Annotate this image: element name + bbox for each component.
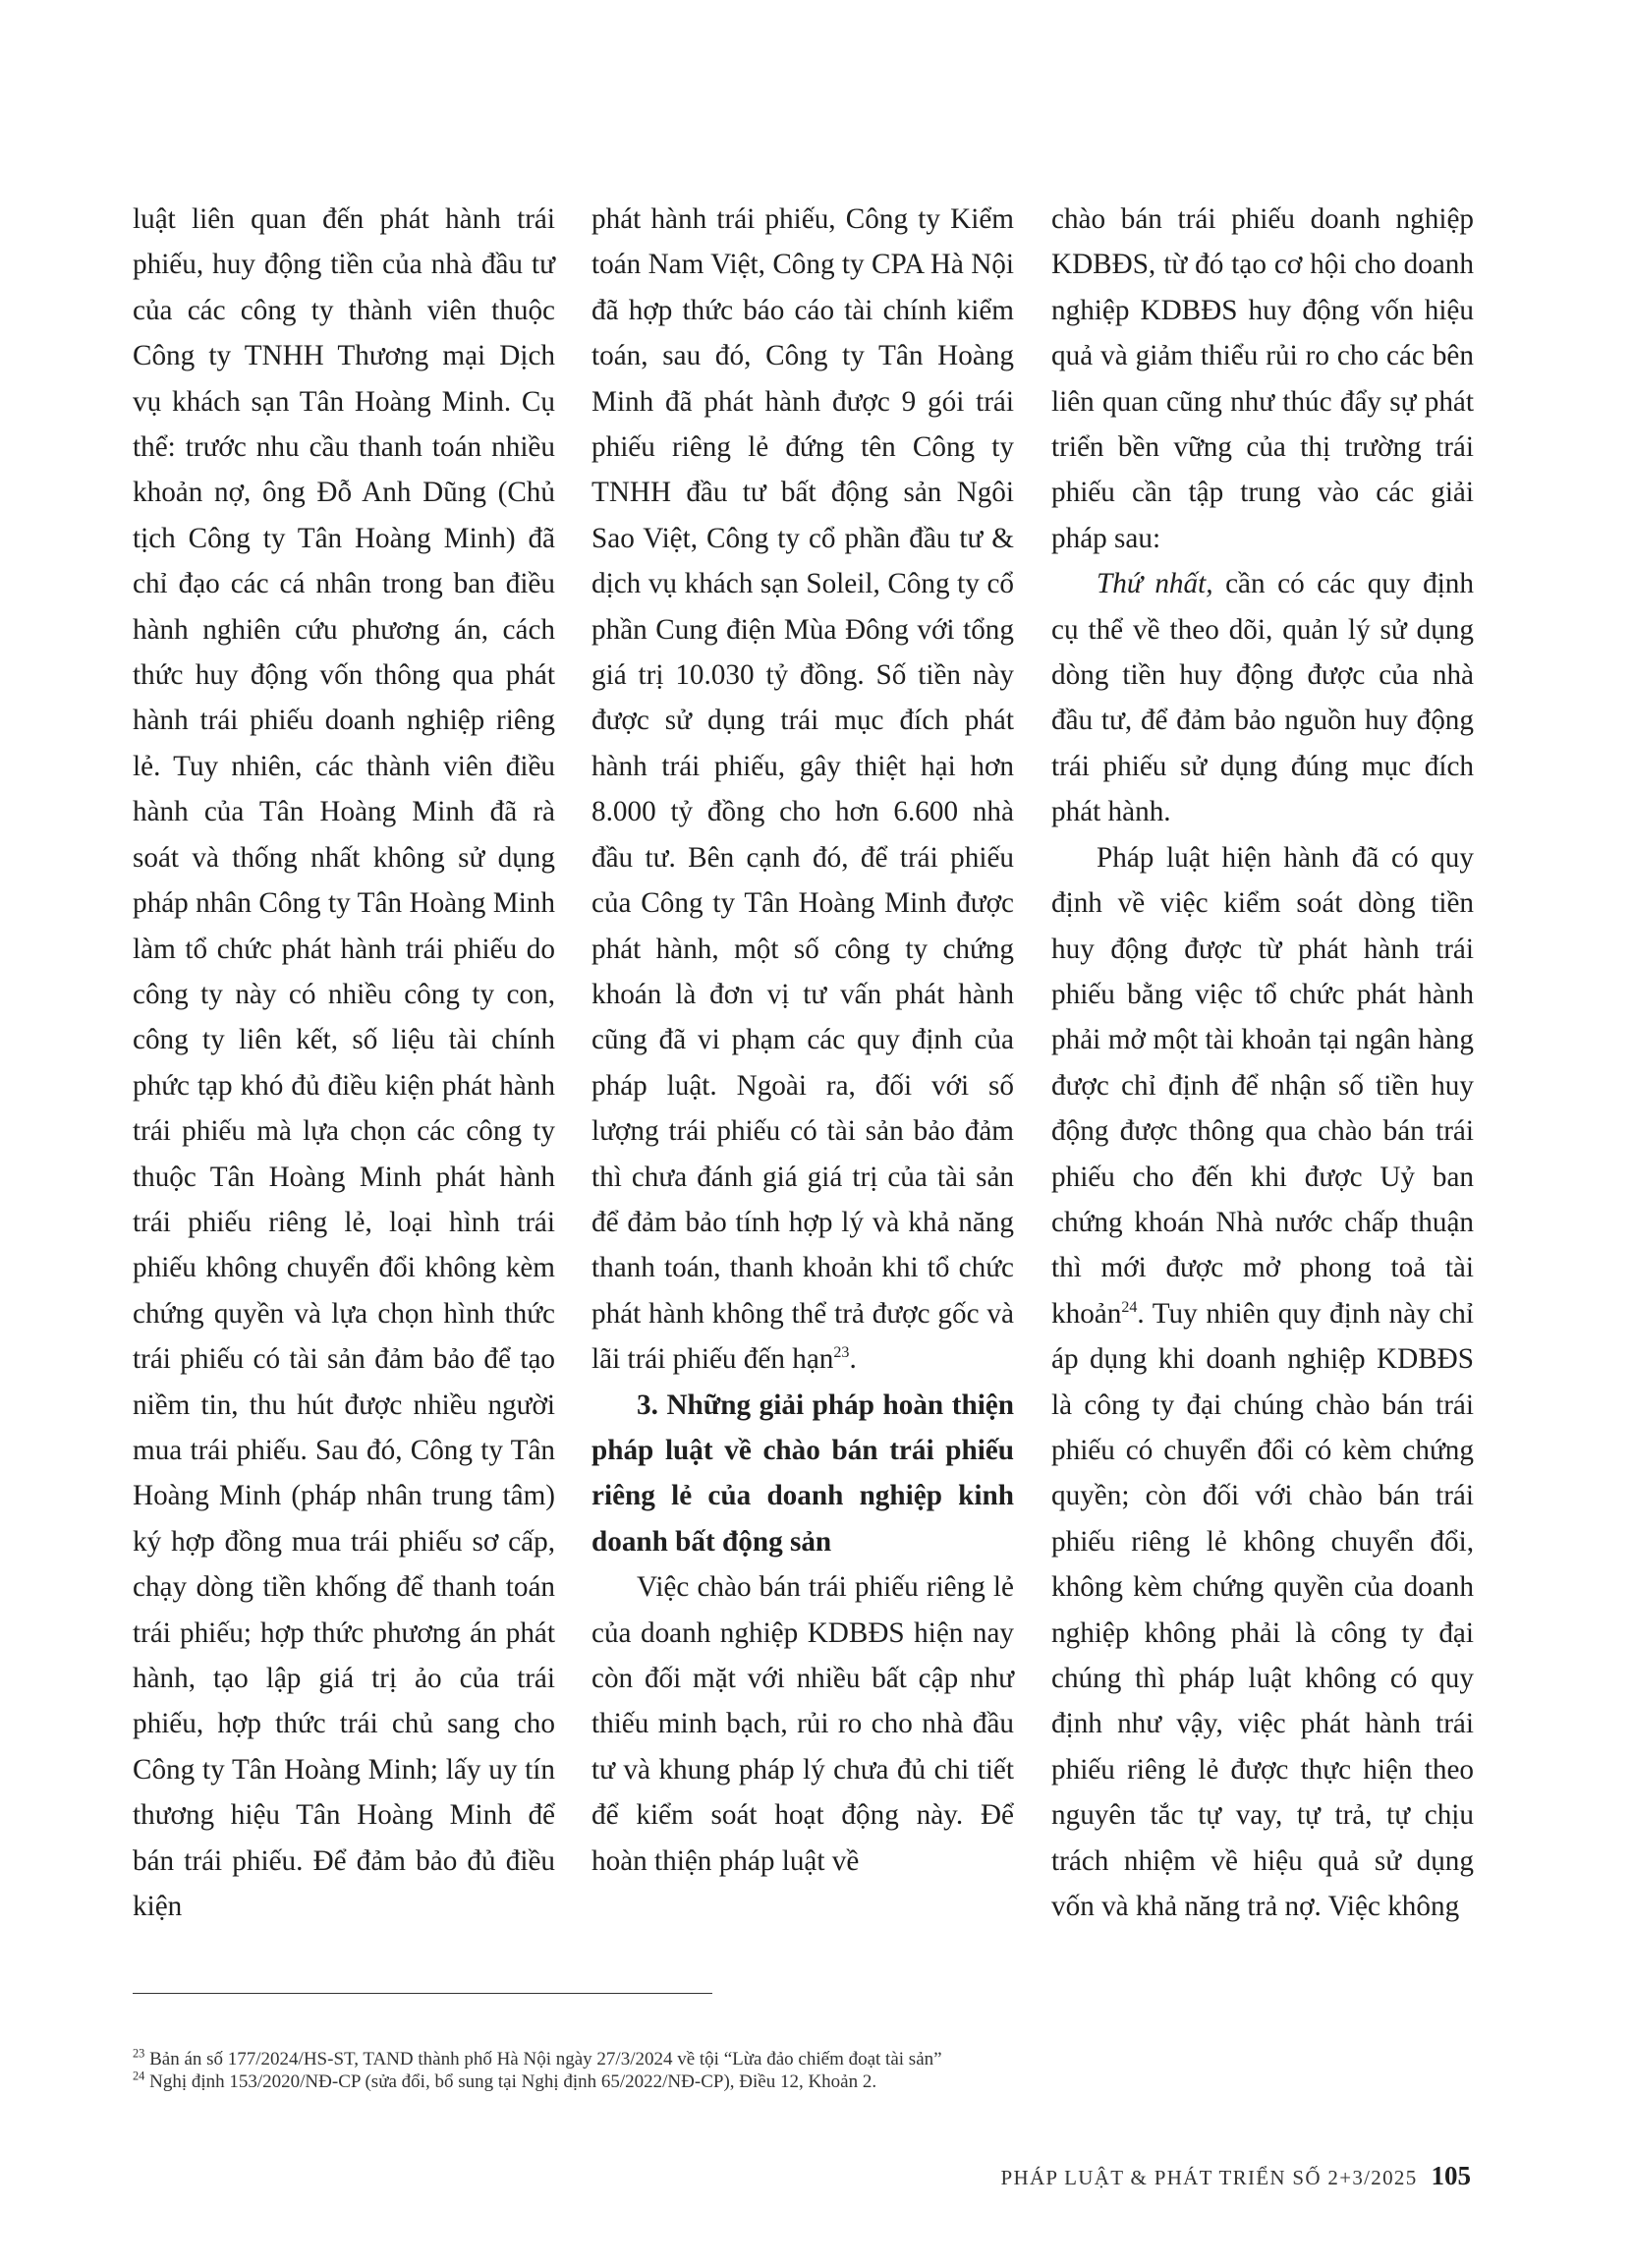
paragraph-text: cần có các quy định cụ thể về theo dõi, quản lý sử dụng dòng tiền huy động được của nhà đầu tư, để đảm bảo nguồn huy động trái phiếu sử dụng đúng mục đích phát hành.: [1051, 568, 1474, 828]
section-heading: 3. Những giải pháp hoàn thiện pháp luật về chào bán trái phiếu riêng lẻ của doanh nghiệp kinh doanh bất động sản: [591, 1389, 1014, 1558]
column-3: [1051, 197, 1474, 1929]
footnote-number: 23: [133, 2046, 145, 2061]
footnote-text: Bản án số 177/2024/HS-ST, TAND thành phố Hà Nội ngày 27/3/2024 về tội “Lừa đảo chiếm đoạt tài sản”: [149, 2049, 942, 2070]
footnote-text: Nghị định 153/2020/NĐ-CP (sửa đổi, bổ sung tại Nghị định 65/2022/NĐ-CP), Điều 12, Khoản 2.: [149, 2071, 877, 2092]
paragraph: [591, 197, 1014, 1383]
paragraph: [1051, 835, 1474, 1930]
footnote-23: [133, 2048, 1508, 2070]
paragraph-text: Pháp luật hiện hành đã có quy định về việc kiểm soát dòng tiền huy động được từ phát hành trái phiếu bằng việc tổ chức phát hành phải mở một tài khoản tại ngân hàng được chỉ định để nhận số tiền huy động được thông qua chào bán trái phiếu cho đến khi được Uỷ ban chứng khoán Nhà nước chấp thuận thì mới được mở phong toả tài khoản: [1051, 841, 1474, 1330]
page-number: 105: [1431, 2161, 1471, 2190]
paragraph: luật liên quan đến phát hành trái phiếu, huy động tiền của nhà đầu tư của các công ty thành viên thuộc Công ty TNHH Thương mại Dịch vụ khách sạn Tân Hoàng Minh. Cụ thể: trước nhu cầu thanh toán nhiều khoản nợ, ông Đỗ Anh Dũng (Chủ tịch Công ty Tân Hoàng Minh) đã chỉ đạo các cá nhân trong ban điều hành nghiên cứu phương án, cách thức huy động vốn thông qua phát hành trái phiếu doanh nghiệp riêng lẻ. Tuy nhiên, các thành viên điều hành của Tân Hoàng Minh đã rà soát và thống nhất không sử dụng pháp nhân Công ty Tân Hoàng Minh làm tổ chức phát hành trái phiếu do công ty này có nhiều công ty con, công ty liên kết, số liệu tài chính phức tạp khó đủ điều kiện phát hành trái phiếu mà lựa chọn các công ty thuộc Tân Hoàng Minh phát hành trái phiếu riêng lẻ, loại hình trái phiếu không chuyển đổi không kèm chứng quyền và lựa chọn hình thức trái phiếu có tài sản đảm bảo để tạo niềm tin, thu hút được nhiều người mua trái phiếu. Sau đó, Công ty Tân Hoàng Minh (pháp nhân trung tâm) ký hợp đồng mua trái phiếu sơ cấp, chạy dòng tiền khống để thanh toán trái phiếu; hợp thức phương án phát hành, tạo lập giá trị ảo của trái phiếu, hợp thức trái chủ sang cho Công ty Tân Hoàng Minh; lấy uy tín thương hiệu Tân Hoàng Minh để bán trái phiếu. Để đảm bảo đủ điều kiện: [133, 203, 555, 1923]
paragraph-lead: Thứ nhất,: [1097, 568, 1213, 600]
paragraph-text-tail: .: [849, 1343, 857, 1376]
footnote-24: [133, 2070, 1508, 2093]
journal-name: PHÁP LUẬT & PHÁT TRIỂN SỐ 2+3/2025: [1000, 2166, 1418, 2189]
paragraph: [1051, 561, 1474, 834]
column-2: [591, 197, 1014, 1884]
column-1: [133, 197, 555, 1929]
footnote-ref-23[interactable]: 23: [833, 1343, 850, 1361]
paragraph: chào bán trái phiếu doanh nghiệp KDBĐS, từ đó tạo cơ hội cho doanh nghiệp KDBĐS huy động vốn hiệu quả và giảm thiểu rủi ro cho các bên liên quan cũng như thúc đẩy sự phát triển bền vững của thị trường trái phiếu cần tập trung vào các giải pháp sau:: [1051, 203, 1474, 554]
footnote-ref-24[interactable]: 24: [1121, 1298, 1138, 1316]
paragraph-text-tail: . Tuy nhiên quy định này chỉ áp dụng khi doanh nghiệp KDBĐS là công ty đại chúng chào bán trái phiếu có chuyển đổi có kèm chứng quyền; còn đối với chào bán trái phiếu riêng lẻ không chuyển đổi, không kèm chứng quyền của doanh nghiệp không phải là công ty đại chúng thì pháp luật không có quy định như vậy, việc phát hành trái phiếu riêng lẻ được thực hiện theo nguyên tắc tự vay, tự trả, tự chịu trách nhiệm về hiệu quả sử dụng vốn và khả năng trả nợ. Việc không: [1051, 1297, 1474, 1923]
footnote-number: 24: [133, 2069, 145, 2083]
footnotes: [133, 2048, 1508, 2093]
paragraph-text: phát hành trái phiếu, Công ty Kiểm toán Nam Việt, Công ty CPA Hà Nội đã hợp thức báo cáo tài chính kiểm toán, sau đó, Công ty Tân Hoàng Minh đã phát hành được 9 gói trái phiếu riêng lẻ đứng tên Công ty TNHH đầu tư bất động sản Ngôi Sao Việt, Công ty cổ phần đầu tư & dịch vụ khách sạn Soleil, Công ty cổ phần Cung điện Mùa Đông với tổng giá trị 10.030 tỷ đồng. Số tiền này được sử dụng trái mục đích phát hành trái phiếu, gây thiệt hại hơn 8.000 tỷ đồng cho hơn 6.600 nhà đầu tư. Bên cạnh đó, để trái phiếu của Công ty Tân Hoàng Minh được phát hành, một số công ty chứng khoán là đơn vị tư vấn phát hành cũng đã vi phạm các quy định của pháp luật. Ngoài ra, đối với số lượng trái phiếu có tài sản bảo đảm thì chưa đánh giá giá trị của tài sản để đảm bảo tính hợp lý và khả năng thanh toán, thanh khoản khi tổ chức phát hành không thể trả được gốc và lãi trái phiếu đến hạn: [591, 203, 1014, 1376]
paragraph: Việc chào bán trái phiếu riêng lẻ của doanh nghiệp KDBĐS hiện nay còn đối mặt với nhiều bất cập như thiếu minh bạch, rủi ro cho nhà đầu tư và khung pháp lý chưa đủ chi tiết để kiểm soát hoạt động này. Để hoàn thiện pháp luật về: [591, 1571, 1014, 1877]
footnote-divider: [133, 1993, 712, 1994]
page-footer: [1001, 2161, 1471, 2191]
